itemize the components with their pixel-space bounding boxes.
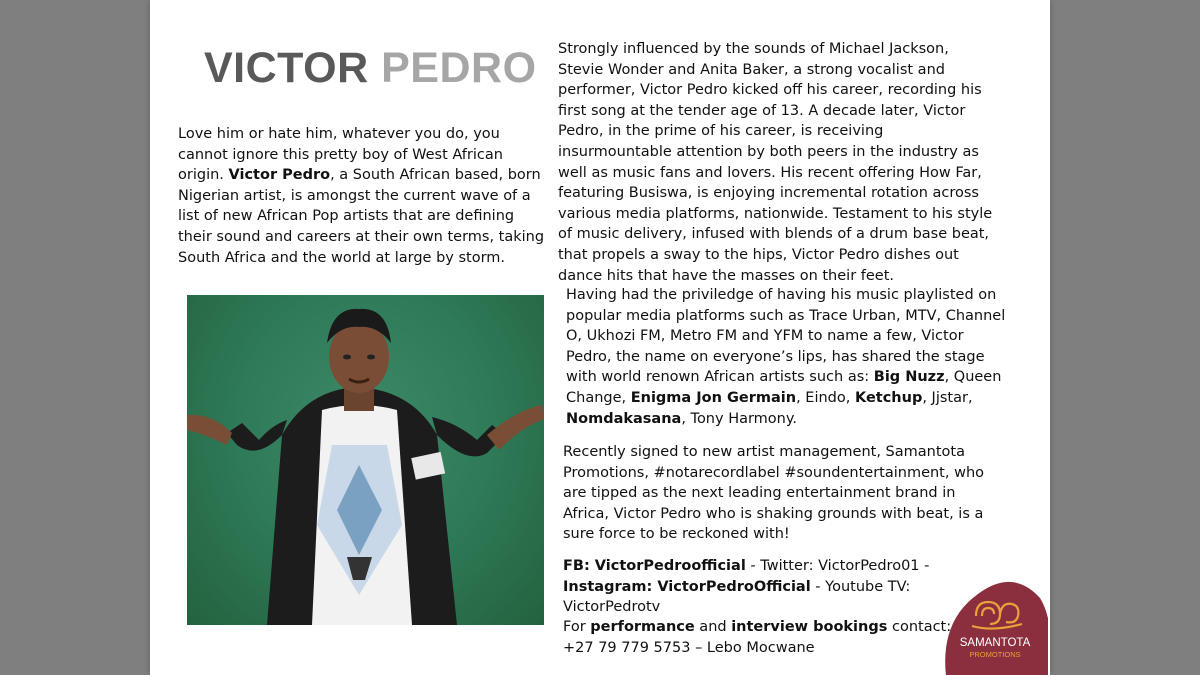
management-paragraph: Recently signed to new artist management, Samantota Promotions, #notarecordlabel #soundentertainment, who are tipped as the next leading entertainment brand in Africa, Victor Pedro who is shaking grounds with beat, is a sure force to be reckoned with! (563, 444, 985, 543)
title-first-name: VICTOR (204, 44, 369, 92)
twitter-handle: - Twitter: VictorPedro01 - (745, 558, 930, 574)
intro-paragraph (178, 124, 548, 268)
samantota-logo (938, 576, 1048, 675)
page-title (204, 40, 537, 96)
career-paragraph: Strongly influenced by the sounds of Michael Jackson, Stevie Wonder and Anita Baker, a strong vocalist and performer, Victor Pedro kicked off his career, recording his first song at the tender age of 13. A decade later, Victor Pedro, in the prime of his career, is receiving insurmountable attention by both peers in the industry as well as music fans and lovers. His recent offering How Far, featuring Busiswa, is enjoying incremental rotation across various media platforms, nationwide. Testament to his style of music delivery, infused with blends of a drum base beat, that propels a sway to the hips, Victor Pedro dishes out dance hits that have the masses on their feet. (558, 41, 993, 284)
intro-text-2: , a South African based, born Nigerian artist, is amongst the current wave of a list of new African Pop artists that are defining their sound and careers at their own terms, taking South Africa and the world at large by storm. (178, 167, 545, 266)
contact-phone: +27 79 779 5753 – Lebo Mocwane (563, 639, 815, 656)
samantota-logo-mark (938, 576, 1048, 675)
facebook-handle: FB: VictorPedroofficial (563, 558, 746, 574)
contact-line (563, 617, 1003, 638)
media-text-5: , Tony Harmony. (681, 410, 797, 427)
artist-ketchup: Ketchup (854, 389, 923, 406)
contact-text-2: and (694, 619, 732, 635)
booking-contact (563, 617, 1003, 658)
media-text-2: , Queen Change, (566, 369, 1002, 406)
artist-big-nuzz: Big Nuzz (873, 369, 945, 386)
contact-text-3: contact: (887, 619, 952, 635)
logo-line-1: SAMANTOTA (959, 637, 1031, 649)
artist-photo-illustration (187, 295, 544, 625)
artist-enigma-jon-germain: Enigma Jon Germain (630, 389, 797, 406)
media-text-4: , Jjstar, (922, 389, 973, 406)
intro-text-1: Love him or hate him, whatever you do, you cannot ignore this pretty boy of West African origin. (178, 126, 503, 184)
artist-photo (187, 295, 544, 625)
contact-performance: performance (590, 619, 695, 635)
logo-line-2: PROMOTIONS (969, 650, 1021, 659)
intro-artist-name: Victor Pedro (228, 167, 331, 184)
press-release-page (150, 0, 1050, 675)
instagram-handle: Instagram: VictorPedroOfficial (563, 578, 811, 595)
title-last-name: PEDRO (381, 44, 537, 92)
social-links (563, 556, 1003, 618)
contact-text-1: For (563, 619, 591, 635)
media-text-3: , Eindo, (796, 389, 855, 406)
artist-nomdakasana: Nomdakasana (566, 410, 682, 427)
contact-interview-bookings: interview bookings (731, 619, 888, 635)
youtube-handle: - Youtube TV: VictorPedrotv (563, 578, 911, 616)
media-text-1: Having had the priviledge of having his music playlisted on popular media platforms such as Trace Urban, MTV, Channel O, Ukhozi FM, Metro FM and YFM to name a few, Victor Pedro, the name on everyone’s lips, has shared the stage with world renown African artists such as: (566, 287, 1006, 386)
media-paragraph (566, 285, 1006, 429)
